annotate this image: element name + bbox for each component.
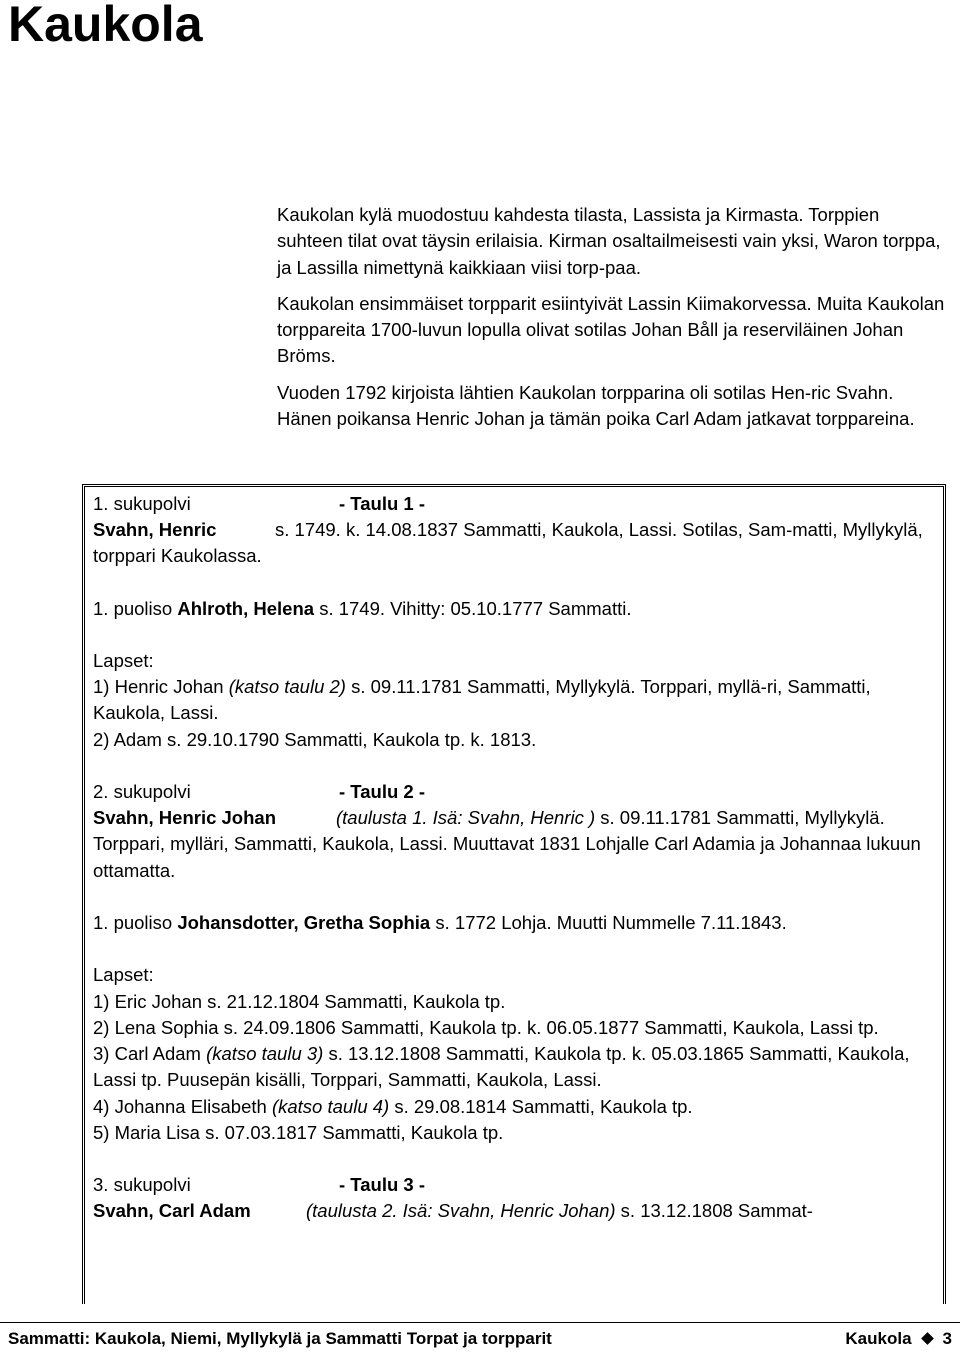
spouse-name: Johansdotter, Gretha Sophia	[177, 911, 431, 933]
child-info: s. 09.11.1781 Sammatti, Myllykylä. Torppari, myllä-ri, Sammatti, Kaukola, Lassi.	[93, 676, 871, 724]
child-entry: 2) Lena Sophia s. 24.09.1806 Sammatti, Kaukola tp. k. 06.05.1877 Sammatti, Kaukola, Lassi tp.	[93, 1016, 879, 1038]
child-entry	[93, 1041, 933, 1094]
generation-header	[93, 491, 933, 517]
person-info: s. 13.12.1808 Sammat-	[620, 1200, 813, 1222]
spouse-info: s. 1772 Lohja. Muutti Nummelle 7.11.1843.	[435, 911, 787, 933]
diamond-icon	[921, 1332, 934, 1345]
spouse-name: Ahlroth, Helena	[177, 597, 315, 619]
page-title: Kaukola	[8, 0, 203, 52]
generation-label: 2. sukupolvi	[93, 781, 191, 803]
parent-ref: (taulusta 1. Isä: Svahn, Henric )	[336, 807, 596, 829]
child-entry: 1) Eric Johan s. 21.12.1804 Sammatti, Kaukola tp.	[93, 990, 506, 1012]
table-label: - Taulu 3 -	[339, 1174, 425, 1196]
spouse-prefix: 1. puoliso	[93, 597, 173, 619]
table-label: - Taulu 2 -	[339, 781, 425, 803]
generation-header	[93, 779, 933, 805]
intro-paragraph: Kaukolan ensimmäiset torpparit esiintyivät Lassin Kiimakorvessa. Muita Kaukolan torppareita 1700-luvun lopulla olivat sotilas Johan Båll ja reserviläinen Johan Bröms.	[277, 292, 945, 367]
child-info: s. 13.12.1808 Sammatti, Kaukola tp. k. 05.03.1865 Sammatti, Kaukola, Lassi tp. Puusepän kisälli, Torppari, Sammatti, Kaukola, Lassi.	[93, 1043, 910, 1091]
spouse-entry	[93, 910, 933, 936]
generation-label: 3. sukupolvi	[93, 1174, 191, 1196]
person-entry	[93, 805, 933, 884]
generation-header	[93, 1172, 933, 1198]
footer-section: Kaukola	[845, 1328, 912, 1348]
table-label: - Taulu 1 -	[339, 493, 425, 514]
spouse-entry	[93, 596, 933, 622]
child-name: 3) Carl Adam	[93, 1043, 201, 1065]
intro-paragraph: Kaukolan kylä muodostuu kahdesta tilasta, Lassista ja Kirmasta. Torppien suhteen tilat ovat täysin erilaisia. Kirman osaltailmeisesti vain yksi, Waron torppa, ja Lassilla nimettynä kaikkiaan viisi torp-paa.	[277, 204, 941, 278]
generation-label: 1. sukupolvi	[93, 493, 191, 514]
person-entry	[93, 517, 933, 570]
page-footer	[0, 1322, 960, 1354]
child-info: s. 29.08.1814 Sammatti, Kaukola tp.	[394, 1095, 693, 1117]
child-entry: 5) Maria Lisa s. 07.03.1817 Sammatti, Kaukola tp.	[93, 1122, 504, 1144]
children-label: Lapset:	[93, 964, 154, 986]
intro-text	[277, 202, 947, 442]
child-entry	[93, 674, 933, 727]
spouse-prefix: 1. puoliso	[93, 911, 173, 933]
child-ref: (katso taulu 3)	[206, 1043, 324, 1065]
child-ref: (katso taulu 2)	[228, 676, 346, 698]
person-name: Svahn, Carl Adam	[93, 1200, 251, 1222]
spouse-info: s. 1749. Vihitty: 05.10.1777 Sammatti.	[319, 597, 632, 619]
person-info: s. 1749. k. 14.08.1837 Sammatti, Kaukola, Lassi. Sotilas, Sam-matti, Myllykylä, torppari Kaukolassa.	[93, 519, 923, 567]
child-ref: (katso taulu 4)	[271, 1095, 390, 1117]
person-name: Svahn, Henric	[93, 519, 217, 540]
child-name: 1) Henric Johan	[93, 676, 224, 698]
person-info: s. 09.11.1781 Sammatti, Myllykylä. Torppari, mylläri, Sammatti, Kaukola, Lassi. Muuttavat 1831 Lohjalle Carl Adamia ja Johannaa lukuun ottamatta.	[93, 807, 921, 881]
footer-page-info	[845, 1329, 952, 1349]
intro-paragraph: Vuoden 1792 kirjoista lähtien Kaukolan torpparina oli sotilas Hen-ric Svahn. Hänen poikansa Henric Johan ja tämän poika Carl Adam jatkavat torppareina.	[277, 381, 915, 430]
footer-title: Sammatti: Kaukola, Niemi, Myllykylä ja Sammatti Torpat ja torpparit	[8, 1328, 552, 1348]
person-entry	[93, 1198, 933, 1224]
children-label: Lapset:	[93, 649, 154, 671]
parent-ref: (taulusta 2. Isä: Svahn, Henric Johan)	[306, 1200, 616, 1222]
child-entry: 2) Adam s. 29.10.1790 Sammatti, Kaukola tp. k. 1813.	[93, 728, 537, 750]
person-name: Svahn, Henric Johan	[93, 807, 276, 829]
page-number: 3	[942, 1328, 952, 1348]
genealogy-content	[93, 491, 933, 1225]
child-entry	[93, 1094, 933, 1120]
child-name: 4) Johanna Elisabeth	[93, 1095, 267, 1117]
